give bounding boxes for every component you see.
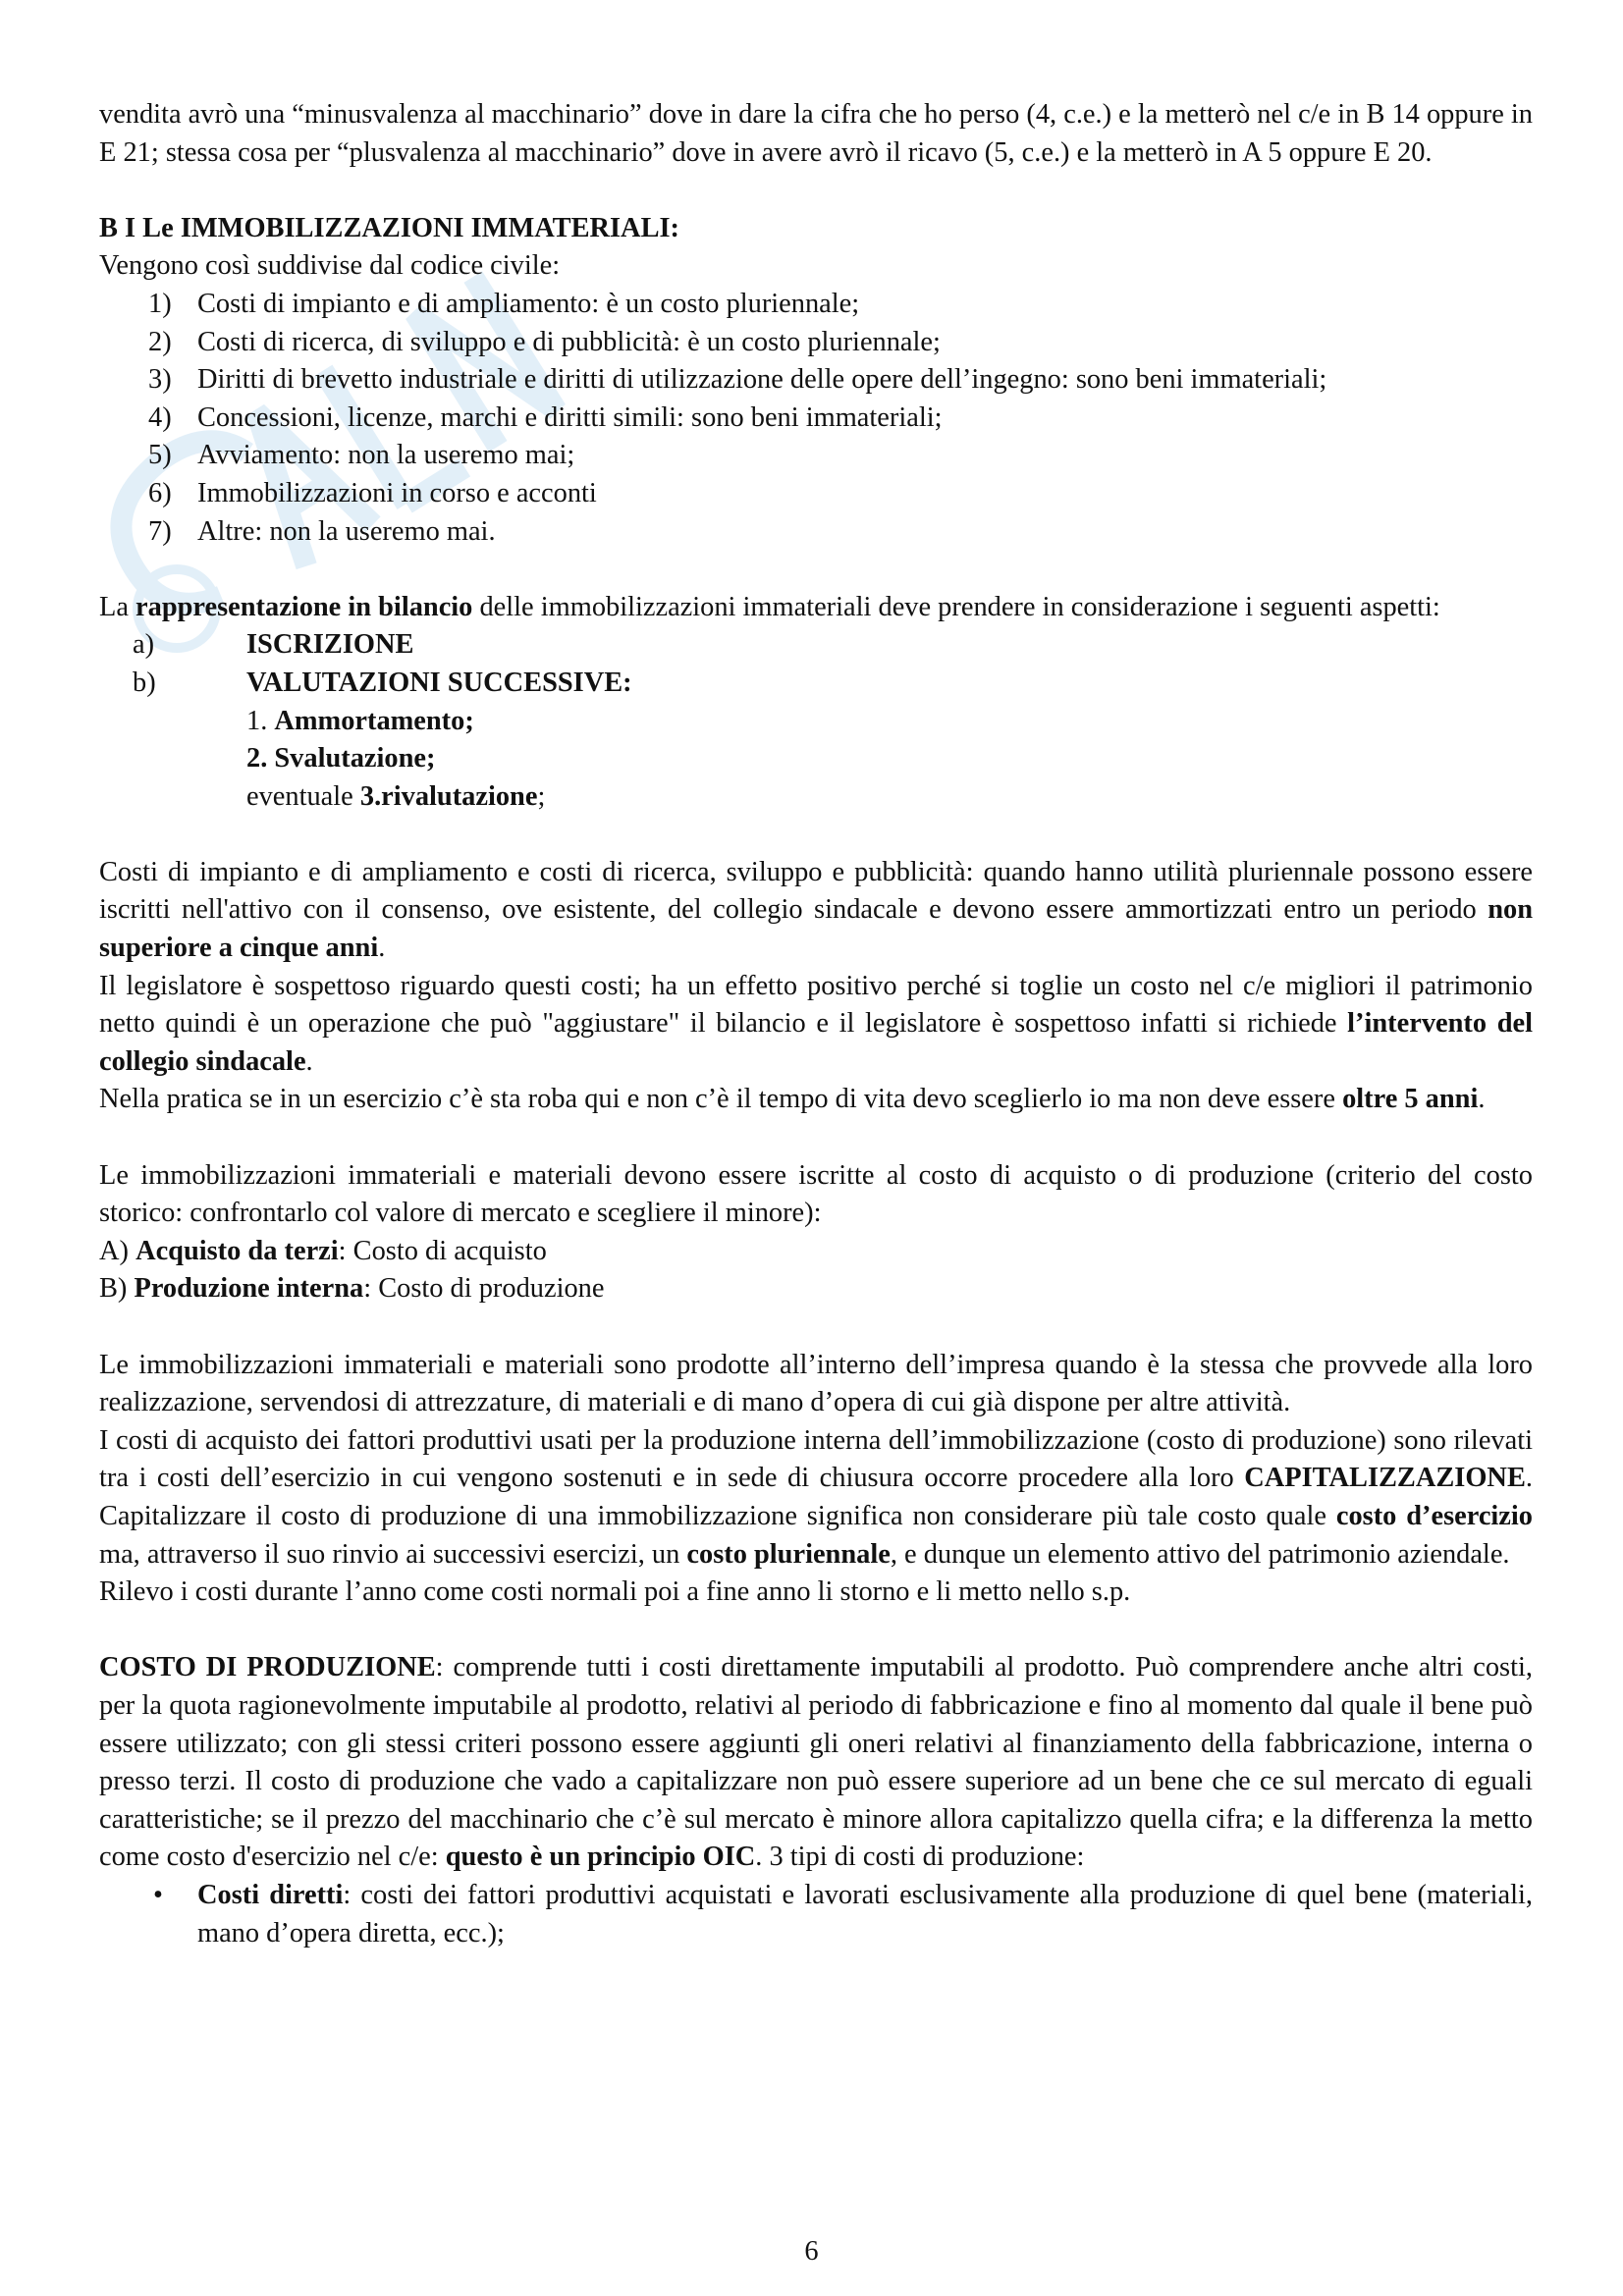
line-produzione: B) Produzione interna: Costo di produzione — [99, 1273, 605, 1305]
list-item: b) VALUTAZIONI SUCCESSIVE: — [133, 667, 632, 698]
list-item: 7) Altre: non la useremo mai. — [148, 515, 496, 547]
paragraph-iscrizione: Le immobilizzazioni immateriali e materiali devono essere iscritte al costo di acquisto o di produzione (criterio del costo storico: confrontarlo col valore di mercato e scegliere il minore): — [99, 1159, 1533, 1229]
list-item: a) ISCRIZIONE — [133, 629, 414, 661]
paragraph-costi-impianto: Costi di impianto e di ampliamento e costi di ricerca, sviluppo e pubblicità: quando hanno utilità pluriennale possono essere iscritti nell'attivo con il consenso, ove esistente, del collegio sindacale e devono essere ammortizzati entro un periodo non superiore a cinque anni. — [99, 856, 1533, 964]
intro-paragraph: vendita avrò una “minusvalenza al macchinario” dove in dare la cifra che ho perso (4, c.e.) e la metterò nel c/e in B 14 oppure in E 21; stessa cosa per “plusvalenza al macchinario” dove in avere avrò il ricavo (5, c.e.) e la metterò in A 5 oppure E 20. — [99, 99, 1533, 168]
list-item: • Costi diretti: costi dei fattori produttivi acquistati e lavorati esclusivamente alla produzione di quel bene (materiali, mano d’opera diretta, ecc.); — [99, 1877, 1533, 1952]
page-number: 6 — [804, 2236, 819, 2267]
list-item: 5) Avviamento: non la useremo mai; — [148, 440, 575, 471]
categories-list — [99, 286, 1533, 551]
paragraph-pratica: Nella pratica se in un esercizio c’è sta roba qui e non c’è il tempo di vita devo sceglierlo io ma non deve essere oltre 5 anni. — [99, 1084, 1486, 1115]
line-acquisto: A) Acquisto da terzi: Costo di acquisto — [99, 1235, 547, 1266]
section-subheading: Vengono così suddivise dal codice civile: — [99, 250, 561, 282]
paragraph-prodotte-interno: Le immobilizzazioni immateriali e materiali sono prodotte all’interno dell’impresa quando è la stessa che provvede alla loro realizzazione, servendosi di attrezzature, di materiali e di mano d’opera di cui già dispone per altre attività. — [99, 1349, 1533, 1418]
paragraph-costo-produzione: COSTO DI PRODUZIONE: comprende tutti i costi direttamente imputabili al prodotto. Può comprendere anche altri costi, per la quota ragionevolmente imputabile al prodotto, relativi al periodo di fabbricazione e fino al momento dal quale il bene può essere utilizzato; con gli stessi criteri possono essere aggiunti gli oneri relativi al finanziamento della fabbricazione, interna o presso terzi. Il costo di produzione che vado a capitalizzare non può essere superiore ad un bene che ce sul mercato di eguali caratteristiche; se il prezzo del macchinario che c’è sul mercato è minore allora capitalizzo quella cifra; e la differenza la metto come costo d'esercizio nel c/e: questo è un principio OIC. 3 tipi di costi di produzione: — [99, 1652, 1533, 1873]
document-body — [99, 96, 1533, 1952]
bullet-list — [99, 1877, 1533, 1952]
paragraph-legislatore: Il legislatore è sospettoso riguardo questi costi; ha un effetto positivo perché si toglie un costo nel c/e migliori il patrimonio netto quindi è un operazione che può "aggiustare" il bilancio e il legislatore è sospettoso infatti si richiede l’intervento del collegio sindacale. — [99, 970, 1533, 1077]
section-heading: B I Le IMMOBILIZZAZIONI IMMATERIALI: — [99, 212, 680, 243]
sub-item-rivalutazione: eventuale 3.rivalutazione; — [246, 780, 546, 812]
paragraph-capitalizzazione: I costi di acquisto dei fattori produttivi usati per la produzione interna dell’immobilizzazione (costo di produzione) sono rilevati tra i costi dell’esercizio in cui vengono sostenuti e in sede di chiusura occorre procedere alla loro CAPITALIZZAZIONE. Capitalizzare il costo di produzione di una immobilizzazione significa non considerare più tale costo quale costo d’esercizio ma, attraverso il suo rinvio ai successivi esercizi, un costo pluriennale, e dunque un elemento attivo del patrimonio aziendale. — [99, 1424, 1533, 1570]
sub-item-ammortamento: 1. Ammortamento; — [246, 705, 474, 736]
list-item: 3) Diritti di brevetto industriale e diritti di utilizzazione delle opere dell’ingegno: sono beni immateriali; — [148, 364, 1327, 396]
sub-item-svalutazione: 2. Svalutazione; — [246, 743, 436, 774]
bullet-icon: • — [153, 1879, 163, 1910]
list-item: 1) Costi di impianto e di ampliamento: è un costo pluriennale; — [148, 288, 860, 319]
rappresentazione-paragraph: La rappresentazione in bilancio delle immobilizzazioni immateriali deve prendere in considerazione i seguenti aspetti: — [99, 591, 1440, 622]
list-item: 6) Immobilizzazioni in corso e acconti — [148, 477, 597, 508]
aspects-list — [99, 626, 1533, 702]
list-item: 4) Concessioni, licenze, marchi e diritti simili: sono beni immateriali; — [148, 401, 943, 433]
paragraph-rilevo: Rilevo i costi durante l’anno come costi normali poi a fine anno li storno e li metto nello s.p. — [99, 1576, 1131, 1608]
list-item: 2) Costi di ricerca, di sviluppo e di pubblicità: è un costo pluriennale; — [148, 326, 941, 357]
